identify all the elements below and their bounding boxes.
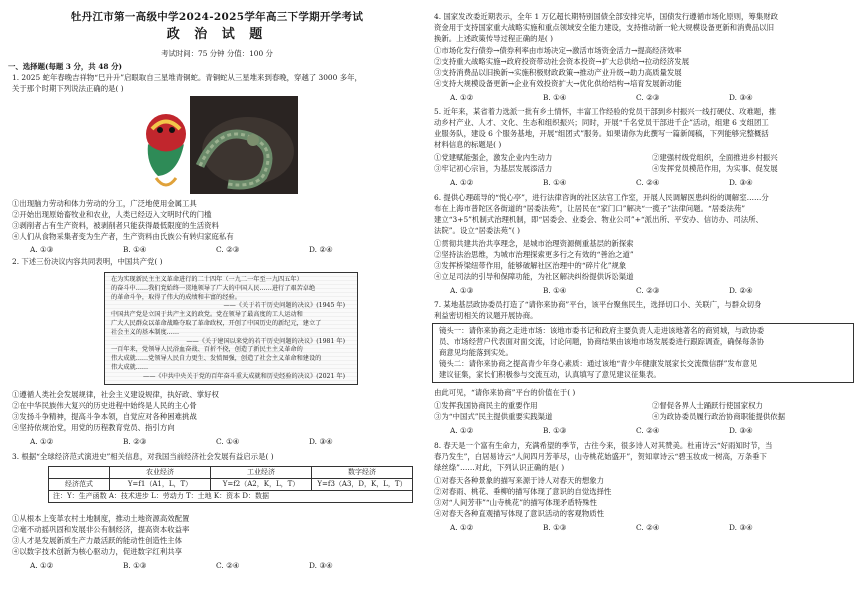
quote-source: ——《关于若干历史问题的决议》(1945 年) xyxy=(223,302,345,310)
q3-option-d[interactable]: D. ③④ xyxy=(309,561,333,570)
q7-option-c[interactable]: C. ②④ xyxy=(636,426,660,435)
q5-stem-line1: 5. 近年来，某省着力选派一批有乡土情怀，丰富工作经验的党员干部到乡村振兴一线打硬仗、攻难题，推 xyxy=(434,107,776,116)
q5-option-b[interactable]: B. ①④ xyxy=(543,178,567,187)
exam-title: 牡丹江市第一高级中学2024-2025学年高三下学期开学考试 xyxy=(70,11,364,23)
q4-stem-line2: 资金用于支持国家重大战略实施和重点领域安全能力建设，支持推动新一轮大规模设备更新和消费品以旧 xyxy=(434,23,774,32)
q3-option-b[interactable]: B. ①③ xyxy=(123,561,147,570)
q8-stem-line1: 8. 春天是一个富有生命力，充满希望的季节，古往今来，很多诗人对其赞美。杜甫诗云“好雨知时节，当 xyxy=(434,441,773,450)
q2-choice-4: ④坚持依规治党，用党的历程教育党员、指引方向 xyxy=(12,423,175,432)
table-row-label: 经济范式 xyxy=(49,479,110,491)
q5-choice-2: ②建强村级党组织，全面推进乡村振兴 xyxy=(652,153,778,162)
q7-stem-line1: 7. 某地基层政协委员打造了“请你来协商”平台，该平台聚焦民生，选择切口小、关联广，与群众切身 xyxy=(434,300,762,309)
q3-options xyxy=(30,561,402,572)
q2-option-c[interactable]: C. ①④ xyxy=(216,437,240,446)
quote-line: 社会主义的基本制度…… xyxy=(111,328,180,336)
quote-line: 中国共产党是立国于共产主义的政党。党在领导了最高度的工人运动和 xyxy=(111,311,303,319)
economy-paradigm-table xyxy=(48,466,413,503)
q1-stem-line1: 1. 2025 蛇年春晚吉祥物“巳升升”启眼取自三星堆青铜蛇。青铜蛇从三星堆来到春晚，穿越了 3000 多年， xyxy=(12,73,362,82)
q1-choice-4: ④人们从食物采集者变为生产者，生产资料由氏族公有转归家庭私有 xyxy=(12,232,234,241)
q3-stem: 3. 根据“全球经济范式演进史”相关信息，对我国当前经济社会发展有益启示是( ) xyxy=(12,452,274,461)
q3-choice-3: ③人才是发展新质生产力最活跃的能动性创造性主体 xyxy=(12,536,182,545)
q3-choice-1: ①从根本上变革农村土地制度，推动土地资源高效配置 xyxy=(12,514,190,523)
q8-stem-line3: 绿丝绦”……对此，下列认识正确的是( ) xyxy=(434,463,565,472)
q1-option-a[interactable]: A. ①③ xyxy=(30,245,54,254)
q8-choice-1: ①对春天各种景象的描写来源于诗人对春天的想象力 xyxy=(434,476,604,485)
q5-choice-3: ③牢记初心宗旨，为基层发展添活力 xyxy=(434,164,553,173)
table-note: 注：Y：生产函数 A：技术进步 L：劳动力 T：土地 K：资本 D：数据 xyxy=(49,491,413,503)
q2-choice-3: ③发扬斗争精神，提高斗争本领，自觉应对各种困难挑战 xyxy=(12,412,197,421)
q1-options xyxy=(30,245,402,256)
q6-stem-line3: 建立“3+5”机制式治理机制，即“居委会、业委会、物业公司”+“派出所、平安办、信访办、司法所、 xyxy=(434,215,763,224)
q6-stem-line4: 法院”。设立“居委法苑”( ) xyxy=(434,226,520,235)
q6-choice-1: ①贯彻共建共治共享理念，是城市治理资源侧重基层的新探索 xyxy=(434,239,634,248)
case-line: 建议征集，家长们积极参与交流互动，认真填写了意见建议征集表。 xyxy=(439,369,661,379)
q8-stem-line2: 春乃发生”，白居易诗云“人间四月芳菲尽，山寺桃花始盛开”，贺知章诗云“碧玉妆成一树高，万条垂下 xyxy=(434,452,767,461)
q6-stem-line1: 6. 提供心理疏导的“悦心亭”，进行法律咨询的社区法官工作室，开展人民调解医患纠纷的调解室……分 xyxy=(434,193,769,202)
q2-choice-2: ②在中华民族伟大复兴的历史进程中始终是人民的主心骨 xyxy=(12,401,197,410)
q6-option-c[interactable]: C. ②③ xyxy=(636,286,660,295)
quote-line: 伟大成就……党领导人民自力更生、发愤图强，创造了社会主义革命和建设的 xyxy=(111,355,322,363)
quote-line: 广大人民群众以革命战略夺取了革命政权，开创了中国历史的新纪元，建立了 xyxy=(111,319,322,327)
q5-stem-line4: 材料信息的标题是( ) xyxy=(434,140,502,149)
case-line: 镜头二：请你来协商之提高青少年身心素质：通过该地“青少年健康发展家长交流微信群”发布意见 xyxy=(439,358,757,368)
table-header-row xyxy=(49,467,413,479)
case-line: 商意见均能落到实处。 xyxy=(439,347,513,357)
q7-stem-line2: 利益密切相关的议题开展协商。 xyxy=(434,311,538,320)
q7-option-d[interactable]: D. ③④ xyxy=(729,426,753,435)
q8-option-a[interactable]: A. ①② xyxy=(450,523,474,532)
q6-choice-4: ④立足司法的引导和保障功能，为社区解决纠纷提供诉讼渠道 xyxy=(434,272,634,281)
q5-choice-4: ④发挥党员模范作用，为实事、促发展 xyxy=(652,164,778,173)
resolution-quote-box xyxy=(104,272,358,385)
q8-choice-4: ④对春天各种直观描写体现了意识活动的客观物质性 xyxy=(434,509,604,518)
q8-choice-3: ③对“人间芳菲”“山寺桃花”的描写体现矛盾特殊性 xyxy=(434,498,597,507)
subject-title: 政 治 试 题 xyxy=(166,27,268,42)
q1-choice-3: ③剥削者占有生产资料，被剥削者只能获得最低限度的生活资料 xyxy=(12,221,219,230)
table-row xyxy=(49,479,413,491)
table-cell: Y=f1（A1，L，T） xyxy=(110,479,211,491)
q7-choice-3: ③为“中国式”民主提供重要实践渠道 xyxy=(434,412,553,421)
q7-option-b[interactable]: B. ①③ xyxy=(543,426,567,435)
table-cell: Y=f3（A3，D，K，L，T） xyxy=(312,479,413,491)
q1-choice-2: ②开始出现原始畜牧业和农业，人类已经迈入文明时代的门槛 xyxy=(12,210,212,219)
q2-options xyxy=(30,437,402,448)
q1-option-c[interactable]: C. ②③ xyxy=(216,245,240,254)
bronze-snake-photo xyxy=(138,96,298,194)
q5-option-d[interactable]: D. ③④ xyxy=(729,178,753,187)
q8-option-d[interactable]: D. ③④ xyxy=(729,523,753,532)
q1-option-b[interactable]: B. ①④ xyxy=(123,245,147,254)
q1-option-d[interactable]: D. ②④ xyxy=(309,245,333,254)
q8-options xyxy=(450,523,822,534)
q4-option-a[interactable]: A. ①② xyxy=(450,93,474,102)
table-note-row xyxy=(49,491,413,503)
q4-option-b[interactable]: B. ①④ xyxy=(543,93,567,102)
quote-line: 一百年来，党领导人民浴血奋战、百折不挠，创造了新民主主义革命的 xyxy=(111,346,303,354)
q3-option-a[interactable]: A. ①② xyxy=(30,561,54,570)
q2-choice-1: ①遵循人类社会发展规律，社会主义建设规律，执好政、掌好权 xyxy=(12,390,219,399)
exam-info: 考试时间：75 分钟 分值：100 分 xyxy=(161,49,273,58)
q3-choice-4: ④以数字技术创新为核心驱动力，促进数字红利共享 xyxy=(12,547,182,556)
q4-stem-line3: 换新。上述政策传导过程正确的是( ) xyxy=(434,34,553,43)
table-header-cell: 数字经济 xyxy=(312,467,413,479)
q2-stem: 2. 下述三份决议内容共同表明，中国共产党( ) xyxy=(12,257,163,266)
q8-option-c[interactable]: C. ②④ xyxy=(636,523,660,532)
q6-option-d[interactable]: D. ②④ xyxy=(729,286,753,295)
quote-source: ——《中共中央关于党的百年奋斗重大成就和历史经验的决议》(2021 年) xyxy=(143,372,345,380)
q1-choice-1: ①出现脑力劳动和体力劳动的分工，广泛地使用金属工具 xyxy=(12,199,197,208)
q7-stem2: 由此可见，“请你来协商”平台的价值在于( ) xyxy=(434,388,576,397)
q4-choice-3: ③支持消费品以旧换新→实施积极财政政策→推动产业升级→助力高质量发展 xyxy=(434,68,682,77)
q5-option-c[interactable]: C. ②④ xyxy=(636,178,660,187)
q2-option-b[interactable]: B. ②③ xyxy=(123,437,147,446)
q5-stem-line3: 业服务队，建设 6 个服务基地，开展“组团式”服务。如果请你为此撰写一篇新闻稿，下列能够完整概括 xyxy=(434,129,769,138)
q6-option-b[interactable]: B. ①④ xyxy=(543,286,567,295)
q4-choice-1: ①市场化发行债券→债券利率由市场决定→激活市场资金活力→提高经济效率 xyxy=(434,46,682,55)
table-header-cell xyxy=(49,467,110,479)
table-header-cell: 农业经济 xyxy=(110,467,211,479)
q2-option-a[interactable]: A. ①② xyxy=(30,437,54,446)
q7-choice-2: ②督促各界人士踊跃行使国家权力 xyxy=(652,401,763,410)
q1-stem-line2: 关于那个时期下列说法正确的是( ) xyxy=(12,84,124,93)
table-header-cell: 工业经济 xyxy=(211,467,312,479)
q4-option-d[interactable]: D. ③④ xyxy=(729,93,753,102)
case-box xyxy=(432,323,854,383)
q6-stem-line2: 布在上海市普陀区各街道的“居委法苑”，让居民在“家门口”解决“一揽子”法律问题。“居委法苑” xyxy=(434,204,746,213)
q6-choice-3: ③发挥桥梁纽带作用，能够破解社区治理中的“碎片化”规象 xyxy=(434,261,627,270)
section-heading: 一、选择题(每题 3 分，共 48 分) xyxy=(8,62,123,71)
q8-choice-2: ②对春雨、桃花、垂柳的描写体现了意识的自觉选择性 xyxy=(434,487,612,496)
quote-line: 伟大成就…… xyxy=(111,363,149,371)
q4-stem-line1: 4. 国家发改委近期表示，全年 1 万亿超长期特别国债全部安排完毕，国债发行遵循市场化原则，筹集财政 xyxy=(434,12,778,21)
q5-stem-line2: 动乡村产业、人才、文化、生态和组织振兴；同时，开展“千名党员干部进千企”活动，组建 6 支组团工 xyxy=(434,118,769,127)
q7-choice-1: ①发挥我国协商民主的重要作用 xyxy=(434,401,538,410)
q3-option-c[interactable]: C. ②④ xyxy=(216,561,240,570)
q6-options xyxy=(450,286,822,297)
q2-option-d[interactable]: D. ③④ xyxy=(309,437,333,446)
q7-option-a[interactable]: A. ①② xyxy=(450,426,474,435)
quote-line: 的革命斗争，取得了伟大的成绩和丰富的经验。 xyxy=(111,293,241,301)
case-line: 镜头一：请你来协商之走进市场：该地市委书记和政府主要负责人走进该地著名的商贸城，与政协委 xyxy=(439,326,765,335)
q4-option-c[interactable]: C. ②③ xyxy=(636,93,660,102)
quote-line: 在为实现新民主主义革命进行的二十四年（一九二一年至一九四五年） xyxy=(111,276,303,283)
q4-choice-4: ④支持大规模设备更新→企业有效投资扩大→优化供给结构→培育发展新动能 xyxy=(434,79,682,88)
q5-option-a[interactable]: A. ①② xyxy=(450,178,474,187)
q6-choice-2: ②坚持法治思维，为城市治理探索更多行之有效的“善治之道” xyxy=(434,250,634,259)
table-cell: Y=f2（A2，K，L，T） xyxy=(211,479,312,491)
case-line: 员、市场经营户代表面对面交流，讨论问题，协商结果由该地市场发展委进行跟踪调查，确保每条协 xyxy=(439,336,765,346)
q4-options xyxy=(450,93,822,104)
q8-option-b[interactable]: B. ①③ xyxy=(543,523,567,532)
q6-option-a[interactable]: A. ①③ xyxy=(450,286,474,295)
q7-options xyxy=(450,426,822,437)
q5-options xyxy=(450,178,822,189)
q7-choice-4: ④为政协委员履行政治协商职能提供依据 xyxy=(652,412,786,421)
quote-source: ——《关于建国以来党的若干历史问题的决议》(1981 年) xyxy=(186,337,345,345)
q4-choice-2: ②支持重大战略实施→政府投资带动社会资本投资→扩大总供给→拉动经济发展 xyxy=(434,57,690,66)
q5-choice-1: ①党建赋能强企，激发企业内生动力 xyxy=(434,153,553,162)
q3-choice-2: ②毫不动摇巩固和发展非公有制经济，提高资本收益率 xyxy=(12,525,190,534)
quote-line: 的奋斗中……我们党始终一贯地领导了广大的中国人民……进行了艰苦卓绝 xyxy=(111,284,316,292)
